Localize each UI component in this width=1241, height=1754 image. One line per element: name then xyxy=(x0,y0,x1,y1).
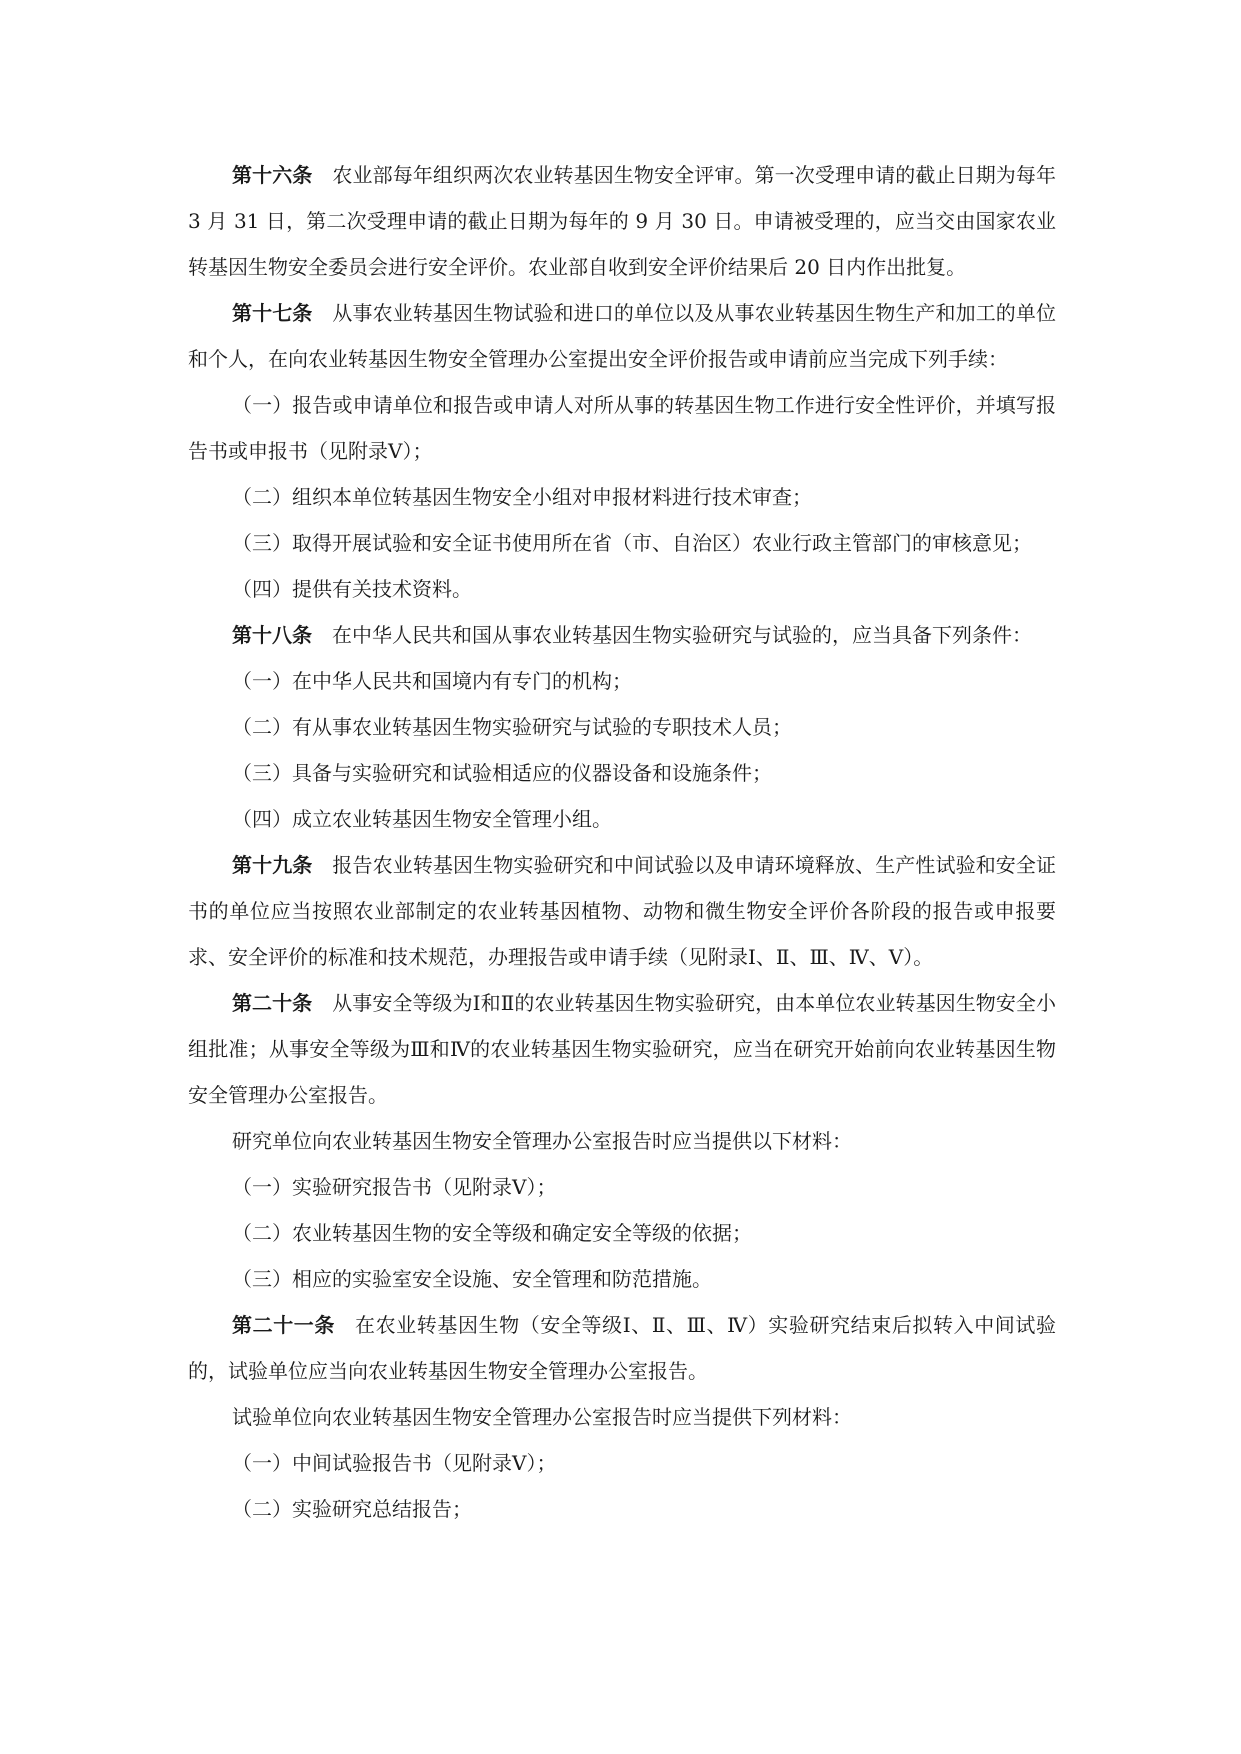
paragraph-text: （二）有从事农业转基因生物实验研究与试验的专职技术人员； xyxy=(232,715,792,739)
paragraph xyxy=(188,750,1056,796)
paragraph-text: （二）实验研究总结报告； xyxy=(232,1497,472,1521)
paragraph-text: 在中华人民共和国从事农业转基因生物实验研究与试验的，应当具备下列条件： xyxy=(332,623,1032,647)
paragraph-text: （四）提供有关技术资料。 xyxy=(232,577,472,601)
paragraph-text: （二）组织本单位转基因生物安全小组对申报材料进行技术审查； xyxy=(232,485,812,509)
paragraph-text: （一）在中华人民共和国境内有专门的机构； xyxy=(232,669,632,693)
paragraph xyxy=(188,796,1056,842)
paragraph-text: （三）取得开展试验和安全证书使用所在省（市、自治区）农业行政主管部门的审核意见； xyxy=(232,531,1032,555)
paragraph-text: （三）具备与实验研究和试验相适应的仪器设备和设施条件； xyxy=(232,761,772,785)
paragraph-text: （四）成立农业转基因生物安全管理小组。 xyxy=(232,807,612,831)
paragraph xyxy=(188,1440,1056,1486)
article-heading: 第十八条 xyxy=(232,623,312,647)
article-heading: 第十九条 xyxy=(232,853,313,877)
paragraph xyxy=(188,520,1056,566)
document-page xyxy=(188,152,1056,1532)
paragraph-text: （三）相应的实验室安全设施、安全管理和防范措施。 xyxy=(232,1267,712,1291)
paragraph xyxy=(188,704,1056,750)
paragraph-text: （二）农业转基因生物的安全等级和确定安全等级的依据； xyxy=(232,1221,752,1245)
article-heading: 第十七条 xyxy=(232,301,313,325)
paragraph xyxy=(188,152,1056,290)
paragraph xyxy=(188,290,1056,382)
paragraph-text: 从事农业转基因生物试验和进口的单位以及从事农业转基因生物生产和加工的单位和个人，在向农业转基因生物安全管理办公室提出安全评价报告或申请前应当完成下列手续： xyxy=(188,301,1057,371)
paragraph xyxy=(188,1394,1056,1440)
paragraph xyxy=(188,1256,1056,1302)
paragraph xyxy=(188,1302,1056,1394)
paragraph xyxy=(188,980,1056,1118)
paragraph-text: 在农业转基因生物（安全等级Ⅰ、Ⅱ、Ⅲ、Ⅳ）实验研究结束后拟转入中间试验的，试验单位应当向农业转基因生物安全管理办公室报告。 xyxy=(188,1313,1057,1383)
paragraph xyxy=(188,612,1056,658)
paragraph xyxy=(188,566,1056,612)
paragraph xyxy=(188,382,1056,474)
article-heading: 第二十一条 xyxy=(232,1313,335,1337)
paragraph xyxy=(188,1486,1056,1532)
paragraph xyxy=(188,1164,1056,1210)
paragraph-text: （一）实验研究报告书（见附录Ⅴ）； xyxy=(232,1175,557,1199)
article-heading: 第二十条 xyxy=(232,991,313,1015)
paragraph-text: 研究单位向农业转基因生物安全管理办公室报告时应当提供以下材料： xyxy=(232,1129,852,1153)
paragraph xyxy=(188,658,1056,704)
paragraph xyxy=(188,1210,1056,1256)
paragraph xyxy=(188,1118,1056,1164)
paragraph-text: 农业部每年组织两次农业转基因生物安全评审。第一次受理申请的截止日期为每年 3 月 31 日，第二次受理申请的截止日期为每年的 9 月 30 日。申请被受理的，应当交由国家农业转基因生物安全委员会进行安全评价。农业部自收到安全评价结果后 20 日内作出批复。 xyxy=(188,163,1057,279)
paragraph-text: 从事安全等级为Ⅰ和Ⅱ的农业转基因生物实验研究，由本单位农业转基因生物安全小组批准；从事安全等级为Ⅲ和Ⅳ的农业转基因生物实验研究，应当在研究开始前向农业转基因生物安全管理办公室报告。 xyxy=(188,991,1056,1107)
paragraph-text: （一）报告或申请单位和报告或申请人对所从事的转基因生物工作进行安全性评价，并填写报告书或申报书（见附录Ⅴ）； xyxy=(188,393,1056,463)
paragraph-text: 试验单位向农业转基因生物安全管理办公室报告时应当提供下列材料： xyxy=(232,1405,852,1429)
article-heading: 第十六条 xyxy=(232,163,313,187)
paragraph-text: （一）中间试验报告书（见附录Ⅴ）； xyxy=(232,1451,557,1475)
paragraph-text: 报告农业转基因生物实验研究和中间试验以及申请环境释放、生产性试验和安全证书的单位应当按照农业部制定的农业转基因植物、动物和微生物安全评价各阶段的报告或申报要求、安全评价的标准和技术规范，办理报告或申请手续（见附录Ⅰ、Ⅱ、Ⅲ、Ⅳ、Ⅴ）。 xyxy=(188,853,1057,969)
paragraph xyxy=(188,842,1056,980)
paragraph xyxy=(188,474,1056,520)
